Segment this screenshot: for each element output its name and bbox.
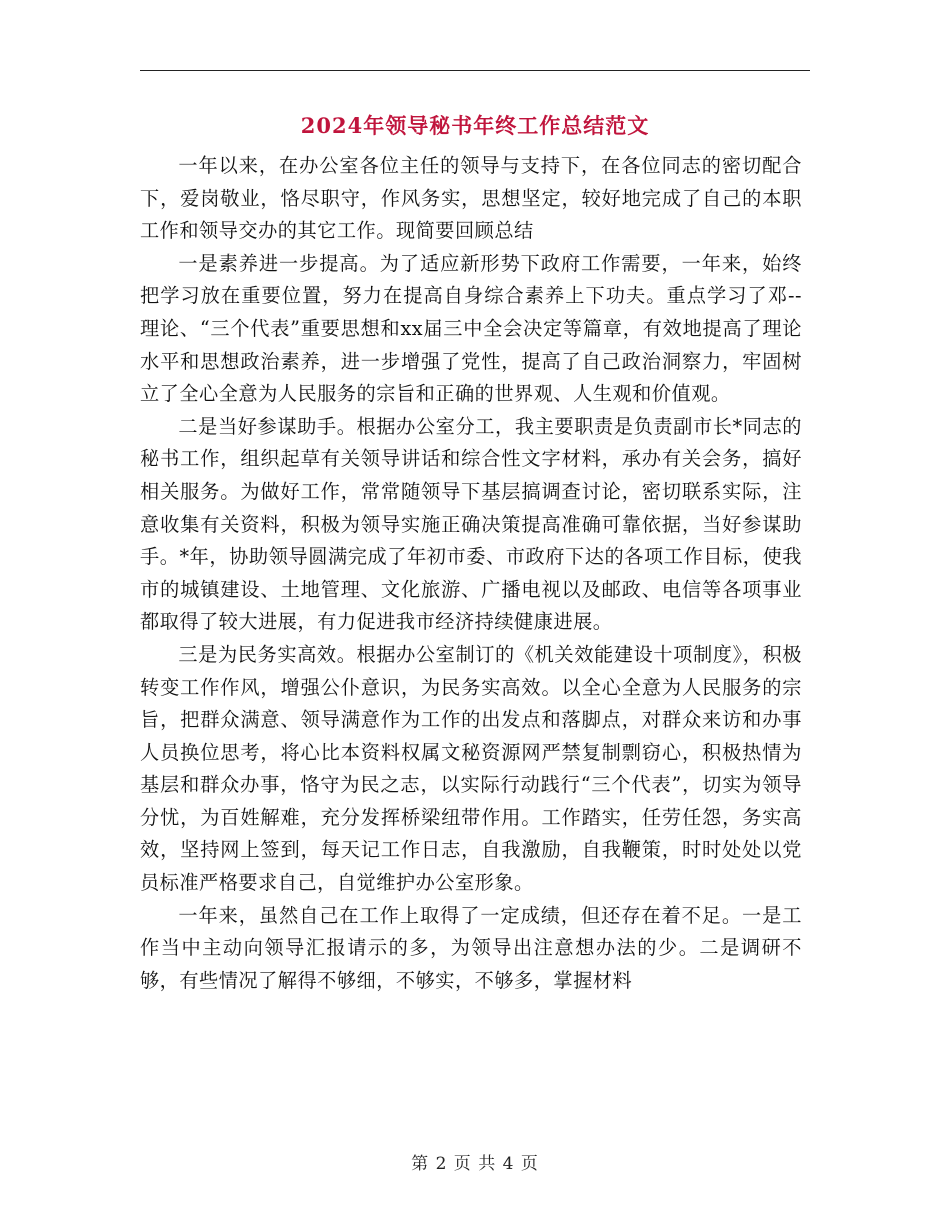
paragraph-intro: 一年以来，在办公室各位主任的领导与支持下，在各位同志的密切配合下，爱岗敬业，恪尽职守，作风务实，思想坚定，较好地完成了自己的本职工作和领导交办的其它工作。现简要回顾总结 [140, 154, 802, 243]
paragraph-shortcomings: 一年来，虽然自己在工作上取得了一定成绩，但还存在着不足。一是工作当中主动向领导汇报请示的多，为领导出注意想办法的少。二是调研不够，有些情况了解得不够细，不够实，不够多，掌握材料 [140, 903, 802, 992]
page-number-footer: 第 2 页 共 4 页 [411, 1154, 539, 1174]
document-title: 2024年领导秘书年终工作总结范文 [300, 113, 650, 138]
header-rule [140, 70, 810, 71]
paragraph-efficiency: 三是为民务实高效。根据办公室制订的《机关效能建设十项制度》，积极转变工作作风，增强公仆意识，为民务实高效。以全心全意为人民服务的宗旨，把群众满意、领导满意作为工作的出发点和落脚点，对群众来访和办事人员换位思考，将心比本资料权属文秘资源网严禁复制剽窃心，积极热情为基层和群众办事，恪守为民之志，以实际行动践行“三个代表”，切实为领导分忧，为百姓解难，充分发挥桥梁纽带作用。工作踏实，任劳任怨，务实高效，坚持网上签到，每天记工作日志，自我激励，自我鞭策，时时处处以党员标准严格要求自己，自觉维护办公室形象。 [140, 642, 802, 895]
paragraph-quality: 一是素养进一步提高。为了适应新形势下政府工作需要，一年来，始终把学习放在重要位置，努力在提高自身综合素养上下功夫。重点学习了邓--理论、“三个代表”重要思想和xx届三中全会决定等篇章，有效地提高了理论水平和思想政治素养，进一步增强了党性，提高了自己政治洞察力，牢固树立了全心全意为人民服务的宗旨和正确的世界观、人生观和价值观。 [140, 251, 802, 406]
document-body [140, 150, 802, 997]
paragraph-assistant: 二是当好参谋助手。根据办公室分工，我主要职责是负责副市长*同志的秘书工作，组织起草有关领导讲话和综合性文字材料，承办有关会务，搞好相关服务。为做好工作，常常随领导下基层搞调查讨论，密切联系实际，注意收集有关资料，积极为领导实施正确决策提高准确可靠依据，当好参谋助手。*年，协助领导圆满完成了年初市委、市政府下达的各项工作目标，使我市的城镇建设、土地管理、文化旅游、广播电视以及邮政、电信等各项事业都取得了较大进展，有力促进我市经济持续健康进展。 [140, 414, 802, 634]
